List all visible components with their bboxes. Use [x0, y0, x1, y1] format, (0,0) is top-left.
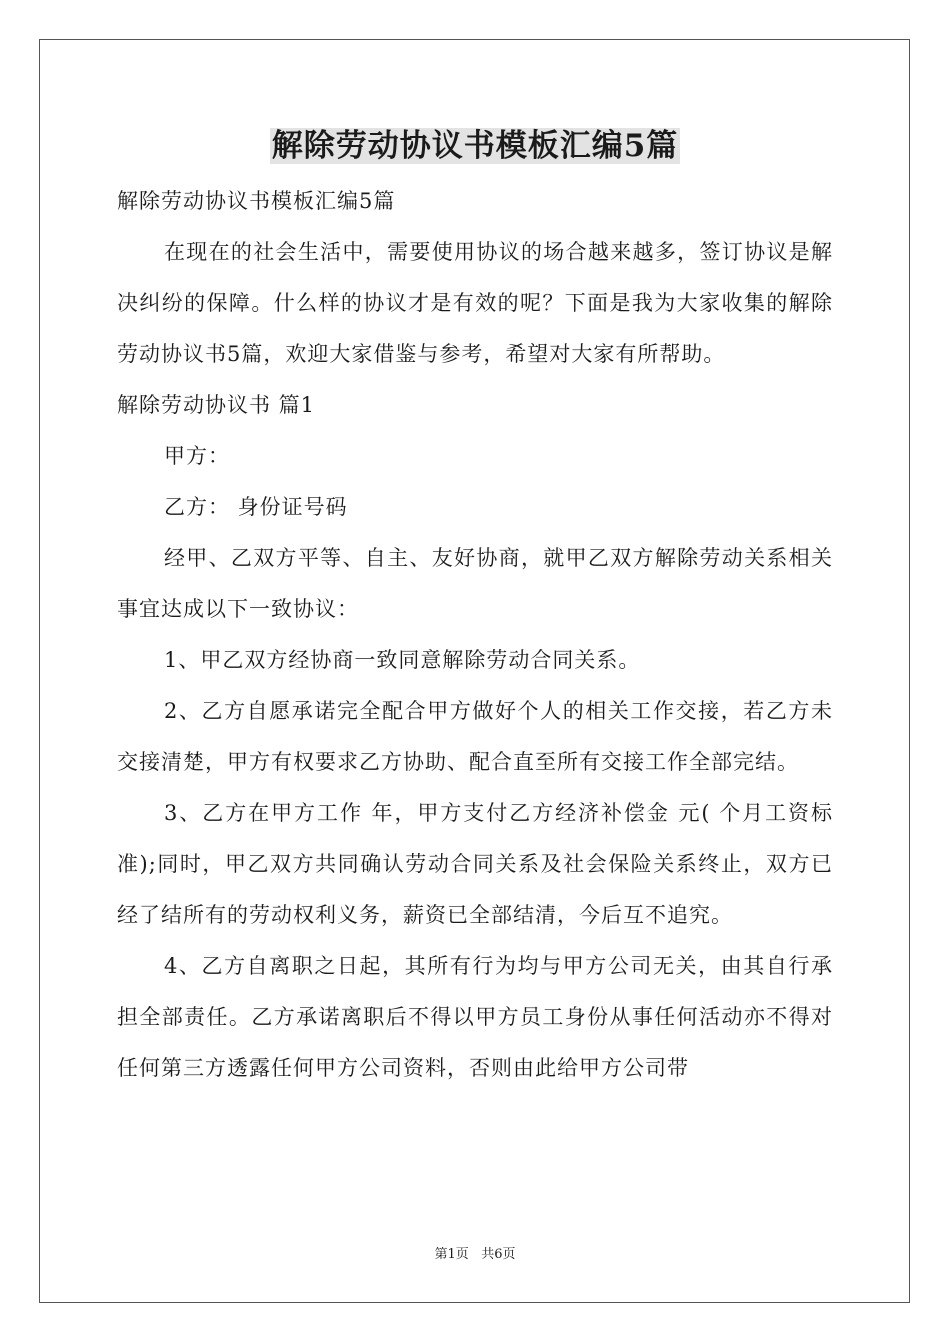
- document-body: [117, 176, 833, 1094]
- clause-2: 2、乙方自愿承诺完全配合甲方做好个人的相关工作交接，若乙方未交接清楚，甲方有权要求乙方协助、配合直至所有交接工作全部完结。: [117, 699, 833, 774]
- clause-3: 3、乙方在甲方工作 年，甲方支付乙方经济补偿金 元( 个月工资标准);同时，甲乙双方共同确认劳动合同关系及社会保险关系终止，双方已经了结所有的劳动权利义务，薪资已全部结清，今后互不追究。: [117, 801, 833, 927]
- footer-separator: [469, 1247, 481, 1262]
- subtitle-paragraph: 解除劳动协议书模板汇编5篇: [117, 189, 396, 213]
- document-title: [0, 124, 950, 168]
- section-heading: 解除劳动协议书 篇1: [117, 393, 316, 417]
- party-a-line: 甲方：: [164, 444, 230, 468]
- total-pages: 共6页: [481, 1247, 516, 1262]
- intro-paragraph: 在现在的社会生活中，需要使用协议的场合越来越多，签订协议是解决纠纷的保障。什么样的协议才是有效的呢？下面是我为大家收集的解除劳动协议书5篇，欢迎大家借鉴与参考，希望对大家有所帮助。: [117, 240, 833, 366]
- preamble-paragraph: 经甲、乙双方平等、自主、友好协商，就甲乙双方解除劳动关系相关事宜达成以下一致协议：: [117, 546, 833, 621]
- clause-4: 4、乙方自离职之日起，其所有行为均与甲方公司无关，由其自行承担全部责任。乙方承诺离职后不得以甲方员工身份从事任何活动亦不得对任何第三方透露任何甲方公司资料，否则由此给甲方公司带: [117, 954, 833, 1080]
- clause-1: 1、甲乙双方经协商一致同意解除劳动合同关系。: [164, 648, 641, 672]
- page-number: 第1页: [434, 1247, 469, 1262]
- document-title-text: 解除劳动协议书模板汇编5篇: [271, 128, 679, 164]
- party-b-line: 乙方： 身份证号码: [164, 495, 348, 519]
- page-footer: [0, 1246, 950, 1264]
